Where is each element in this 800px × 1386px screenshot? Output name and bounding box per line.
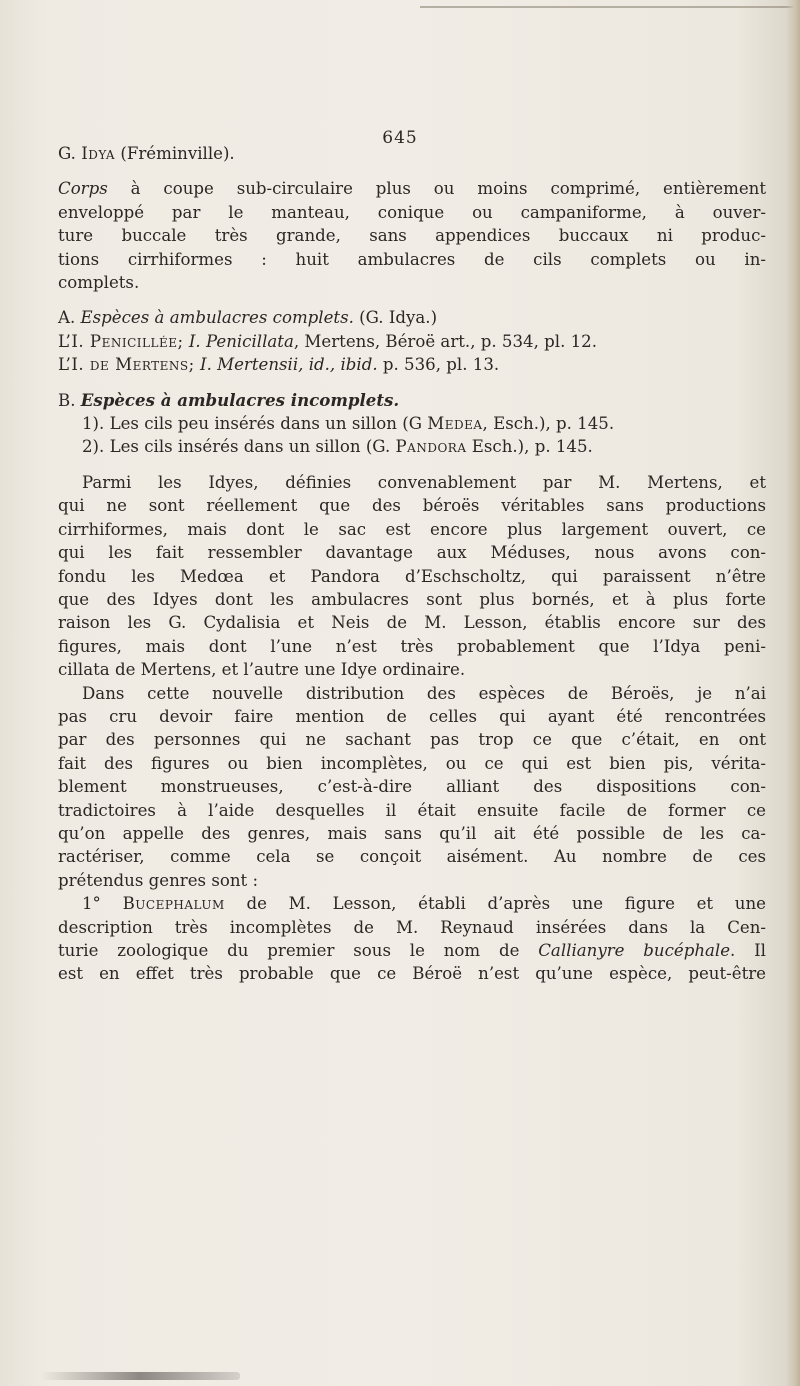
paragraph-line: cillata de Mertens, et l’autre une Idye ordinaire. <box>58 660 466 680</box>
paragraph-line: fondu les Medœa et Pandora d’Eschscholtz, qui paraissent n’être <box>58 566 766 586</box>
section-b-heading: B. Espèces à ambulacres incomplets. <box>58 389 400 410</box>
genus-label: G. <box>58 144 76 163</box>
paragraph-line: figures, mais dont l’une n’est très probablement que l’Idya peni- <box>58 636 766 656</box>
description-line: enveloppé par le manteau, conique ou campaniforme, à ouver- <box>58 202 766 222</box>
scan-edge-line <box>420 6 800 8</box>
description-line: ture buccale très grande, sans appendices buccaux ni produc- <box>58 226 766 246</box>
paragraph-line: Dans cette nouvelle distribution des espèces de Béroës, je n’ai <box>82 683 766 703</box>
paragraph-line: tradictoires à l’aide desquelles il était ensuite facile de former ce <box>58 800 766 820</box>
paragraph-line: est en effet très probable que ce Béroë n’est qu’une espèce, peut-être <box>58 964 766 984</box>
section-a-heading: A. Espèces à ambulacres complets. (G. Idya.) <box>58 308 438 328</box>
section-b-item: 1). Les cils peu insérés dans un sillon (G Medea, Esch.), p. 145. <box>82 414 615 434</box>
paragraph-line: prétendus genres sont : <box>58 870 259 890</box>
description-line: tions cirrhiformes : huit ambulacres de cils complets ou in- <box>58 249 766 269</box>
genus-author: (Fréminville). <box>120 144 235 163</box>
paragraph-line: fait des figures ou bien incomplètes, ou ce qui est bien pis, vérita- <box>58 753 766 773</box>
paragraph-line: turie zoologique du premier sous le nom de Callianyre bucéphale. Il <box>58 941 766 960</box>
paragraph-line: description très incomplètes de M. Reynaud insérées dans la Cen- <box>58 917 766 937</box>
paragraph-line: 1° Bucephalum de M. Lesson, établi d’après une figure et une <box>82 894 766 914</box>
genus-name: Idya <box>81 144 116 163</box>
paragraph-line: blement monstrueuses, c’est-à-dire alliant des dispositions con- <box>58 777 766 797</box>
paragraph-line: pas cru devoir faire mention de celles qui ayant été rencontrées <box>58 706 766 726</box>
species-entry: L’I. de Mertens; I. Mertensii, id., ibid. p. 536, pl. 13. <box>58 355 500 375</box>
description-line: complets. <box>58 273 140 293</box>
genus-description <box>58 177 766 294</box>
species-entry: L’I. Penicillée; I. Penicillata, Mertens, Béroë art., p. 534, pl. 12. <box>58 331 598 351</box>
description-line: Corps à coupe sub-circulaire plus ou moins comprimé, entièrement <box>58 179 766 199</box>
paragraph-line: que des Idyes dont les ambulacres sont plus bornés, et à plus forte <box>58 589 766 609</box>
paragraph-line: ractériser, comme cela se conçoit aisément. Au nombre de ces <box>58 847 766 867</box>
paragraph-line: qu’on appelle des genres, mais sans qu’il ait été possible de les ca- <box>58 823 766 843</box>
page-edge-shadow <box>786 0 800 1386</box>
paragraph-1 <box>58 471 766 682</box>
paragraph-line: Parmi les Idyes, définies convenablement par M. Mertens, et <box>82 472 766 492</box>
paragraph-3 <box>58 892 766 986</box>
page-number: 645 <box>382 128 418 148</box>
page-body <box>58 142 766 986</box>
paragraph-line: raison les G. Cydalisia et Neis de M. Lesson, établis encore sur des <box>58 613 766 633</box>
scan-smudge <box>40 1372 240 1380</box>
section-b-item: 2). Les cils insérés dans un sillon (G. Pandora Esch.), p. 145. <box>82 437 593 457</box>
paragraph-line: qui les fait ressembler davantage aux Méduses, nous avons con- <box>58 543 766 563</box>
paragraph-2 <box>58 682 766 893</box>
paragraph-line: qui ne sont réellement que des béroës véritables sans productions <box>58 496 766 516</box>
paragraph-line: par des personnes qui ne sachant pas trop ce que c’était, en ont <box>58 730 766 750</box>
genus-heading <box>58 142 766 165</box>
paragraph-line: cirrhiformes, mais dont le sac est encore plus largement ouvert, ce <box>58 519 766 539</box>
